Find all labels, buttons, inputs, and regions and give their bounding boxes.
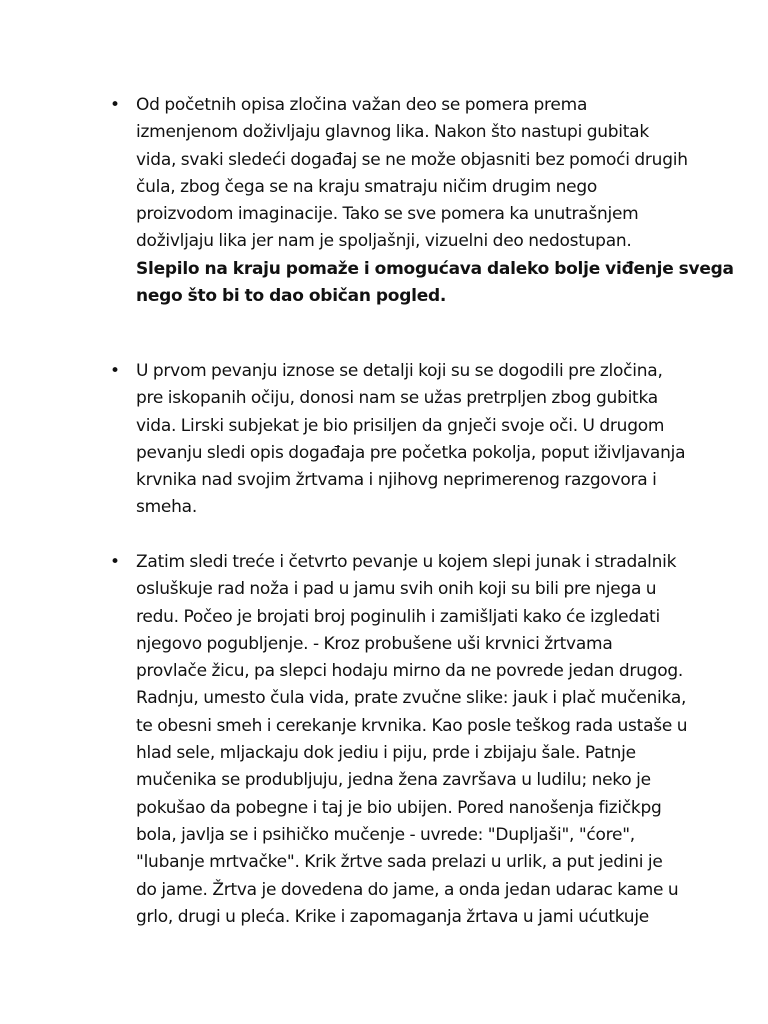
text-line: pokušao da pobegne i taj je bio ubijen. Pored nanošenja fizičkpg	[136, 797, 662, 818]
text-line: Radnju, umesto čula vida, prate zvučne slike: jauk i plač mučenika,	[136, 688, 687, 709]
text-line: do jame. Žrtva je dovedena do jame, a onda jedan udarac kame u	[136, 879, 679, 900]
text-line: čula, zbog čega se na kraju smatraju ničim drugim nego	[136, 176, 598, 197]
bullet-icon: •	[110, 552, 121, 572]
text-line: njegovo pogubljenje. - Kroz probušene uši krvnici žrtvama	[136, 633, 613, 654]
text-line: hlad sele, mljackaju dok jediu i piju, prde i zbijaju šale. Patnje	[136, 743, 636, 764]
text-line: grlo, drugi u pleća. Krike i zapomaganja žrtava u jami ućutkuje	[136, 906, 650, 927]
text-line: Od početnih opisa zločina važan deo se pomera prema	[136, 95, 588, 115]
bold-text-line: Slepilo na kraju pomaže i omogućava daleko bolje viđenje svega	[136, 258, 734, 279]
text-line: vida, svaki sledeći događaj se ne može objasniti bez pomoći drugih	[136, 149, 688, 170]
bullet-icon: •	[110, 361, 121, 381]
text-line: krvnika nad svojim žrtvama i njihovg neprimerenog razgovora i	[136, 470, 657, 491]
text-line: smeha.	[136, 497, 197, 518]
text-line: U prvom pevanju iznose se detalji koji su se dogodili pre zločina,	[136, 361, 663, 381]
text-line: proizvodom imaginacije. Tako se sve pomera ka unutrašnjem	[136, 204, 639, 225]
bold-text-line: nego što bi to dao običan pogled.	[136, 286, 447, 307]
text-line: pevanju sledi opis događaja pre početka pokolja, poput iživljavanja	[136, 442, 686, 463]
bullet-icon: •	[110, 95, 121, 115]
text-line: "lubanje mrtvačke". Krik žrtve sada prelazi u urlik, a put jedini je	[136, 852, 663, 873]
text-line: doživljaju lika jer nam je spoljašnji, vizuelni deo nedostupan.	[136, 231, 632, 252]
text-line: redu. Počeo je brojati broj poginulih i zamišljati kako će izgledati	[136, 606, 660, 627]
paragraph-text	[136, 549, 706, 931]
text-line: osluškuje rad noža i pad u jamu svih onih koji su bili pre njega u	[136, 579, 657, 600]
paragraph-text	[136, 92, 734, 310]
text-line: te obesni smeh i cerekanje krvnika. Kao posle teškog rada ustaše u	[136, 715, 688, 736]
text-line: Zatim sledi treće i četvrto pevanje u kojem slepi junak i stradalnik	[136, 552, 677, 572]
text-line: mučenika se produbljuju, jedna žena završava u ludilu; neko je	[136, 770, 651, 791]
paragraph-text	[136, 358, 706, 522]
text-line: provlače žicu, pa slepci hodaju mirno da ne povrede jedan drugog.	[136, 661, 684, 682]
text-line: izmenjenom doživljaju glavnog lika. Nakon što nastupi gubitak	[136, 122, 649, 143]
text-line: vida. Lirski subjekat je bio prisiljen da gnječi svoje oči. U drugom	[136, 415, 665, 436]
text-line: bola, javlja se i psihičko mučenje - uvrede: "Dupljaši", "ćore",	[136, 824, 635, 845]
text-line: pre iskopanih očiju, donosi nam se užas pretrpljen zbog gubitka	[136, 388, 658, 409]
